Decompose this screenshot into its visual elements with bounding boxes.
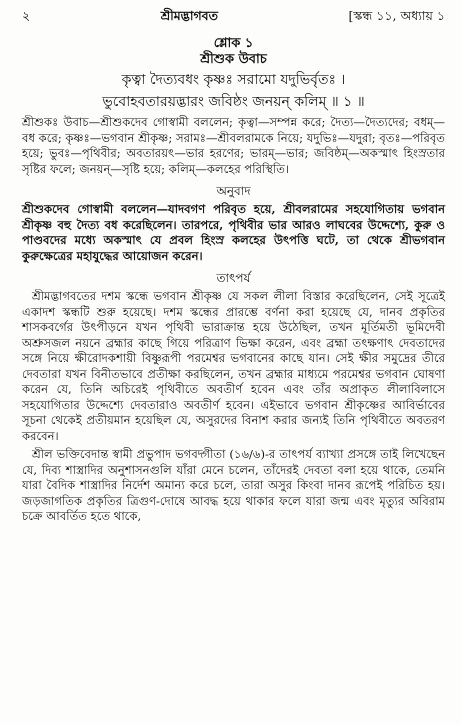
verse-line-2: ভুবোহবতারয়দ্ভারং জবিষ্ঠং জনয়ন্‌ কলিম্‌ ॥ ১ ॥ <box>102 94 365 110</box>
translation-heading: অনুবাদ <box>216 184 251 198</box>
page-header <box>22 8 445 30</box>
page-number: ২ <box>22 8 31 23</box>
purport-paragraph-1: শ্রীমদ্ভাগবতের দশম স্কন্ধে ভগবান শ্রীকৃষ্ণ যে সকল লীলা বিস্তার করেছিলেন, সেই সূত্রেই একাদশ স্কন্ধটি শুরু হয়েছে। দশম স্কন্ধের প্রারম্ভে বর্ণনা করা হয়েছে যে, দানব প্রকৃতির শাসকবর্গের উৎপীড়নে যখন পৃথিবী ভারাক্রান্ত হয়ে উঠেছিল, তখন মূর্তিমতী ভূমিদেবী অশ্রুসজল নয়নে ব্রহ্মার কাছে গিয়ে পরিত্রাণ ভিক্ষা করেন, এবং ব্রহ্মা তৎক্ষণাৎ দেবতাদের সঙ্গে নিয়ে ক্ষীরোদকশায়ী বিষ্ণুরূপী পরমেশ্বর ভগবানের কাছে যান। সেই ক্ষীর সমুদ্রের তীরে দেবতারা যখন বিনীতভাবে প্রতীক্ষা করছিলেন, তখন ব্রহ্মার মাধ্যমে পরমেশ্বর ভগবান ঘোষণা করেন যে, তিনি অচিরেই পৃথিবীতে অবতীর্ণ হবেন এবং তাঁর অপ্রাকৃত লীলাবিলাসে সহযোগিতার উদ্দেশ্যে দেবতারাও অবতীর্ণ হবেন। এইভাবে ভগবান শ্রীকৃষ্ণের আবির্ভাবের সূচনা থেকেই প্রতীয়মান হয়েছিল যে, অসুরদের বিনাশ করার জন্যই তিনি পৃথিবীতে অবতরণ করবেন। <box>22 289 445 443</box>
purport-heading: তাৎপর্য <box>216 271 251 285</box>
purport-paragraph-2: শ্রীল ভক্তিবেদান্ত স্বামী প্রভুপাদ ভগবদ্গীতা (১৬/৬)-র তাৎপর্য ব্যাখ্যা প্রসঙ্গে তাই লিখেছেন যে, দিব্য শাস্ত্রাদির অনুশাসনগুলি যাঁরা মেনে চলেন, তাঁদেরই দেবতা বলা হয়ে থাকে, তেমনি যারা বৈদিক শাস্ত্রাদির নির্দেশ অমান্য করে চলে, তারা অসুর কিংবা দানব রূপেই পরিচিত হয়। জড়জাগতিক প্রকৃতির ত্রিগুণ-দোষে আবদ্ধ হয়ে থাকার ফলে যারা জন্ম এবং মৃত্যুর অবিরাম চক্রে আবর্তিত হতে থাকে, <box>22 447 445 523</box>
synonyms-paragraph: শ্রীশুকঃ উবাচ—শ্রীশুকদেব গোস্বামী বললেন; কৃত্বা—সম্পন্ন করে; দৈত্য—দৈত্যদের; বধম্‌—বধ করে; কৃষ্ণঃ—ভগবান শ্রীকৃষ্ণ; সরামঃ—শ্রীবলরামকে নিয়ে; যদুভিঃ—যদুরা; বৃতঃ—পরিবৃত হয়ে; ভুবঃ—পৃথিবীর; অবতারয়ৎ—ভার হরণের; ভারম্‌—ভার; জবিষ্ঠম্‌—অকস্মাৎ হিংস্রতার সৃষ্টির ফলে; জনয়ন্‌—সৃষ্টি হয়ে; কলিম্‌—কলহের পরিস্থিতি। <box>22 115 445 176</box>
verse-line-1: কৃত্বা দৈত্যবধং কৃষ্ণঃ সরামো যদুভির্বৃতঃ । <box>121 72 346 88</box>
book-title: শ্রীমদ্ভাগবত <box>160 8 218 23</box>
sloka-label: শ্লোক ১ <box>213 36 254 51</box>
translation-paragraph: শ্রীশুকদেব গোস্বামী বললেন—যাদবগণ পরিবৃত হয়ে, শ্রীবলরামের সহযোগিতায় ভগবান শ্রীকৃষ্ণ বহু দৈত্য বধ করেছিলেন। তারপরে, পৃথিবীর ভার আরও লাঘবের উদ্দেশ্যে, কুরু ও পাণ্ডবদের মধ্যে অকস্মাৎ যে প্রবল হিংস্র কলহের উৎপত্তি ঘটে, তা থেকে শ্রীভগবান কুরুক্ষেত্রের মহাযুদ্ধের আয়োজন করেন। <box>22 202 445 263</box>
sloka-speaker: শ্রীশুক উবাচ <box>200 52 267 67</box>
chapter-reference: [স্কন্ধ ১১, অধ্যায় ১ <box>348 8 445 23</box>
